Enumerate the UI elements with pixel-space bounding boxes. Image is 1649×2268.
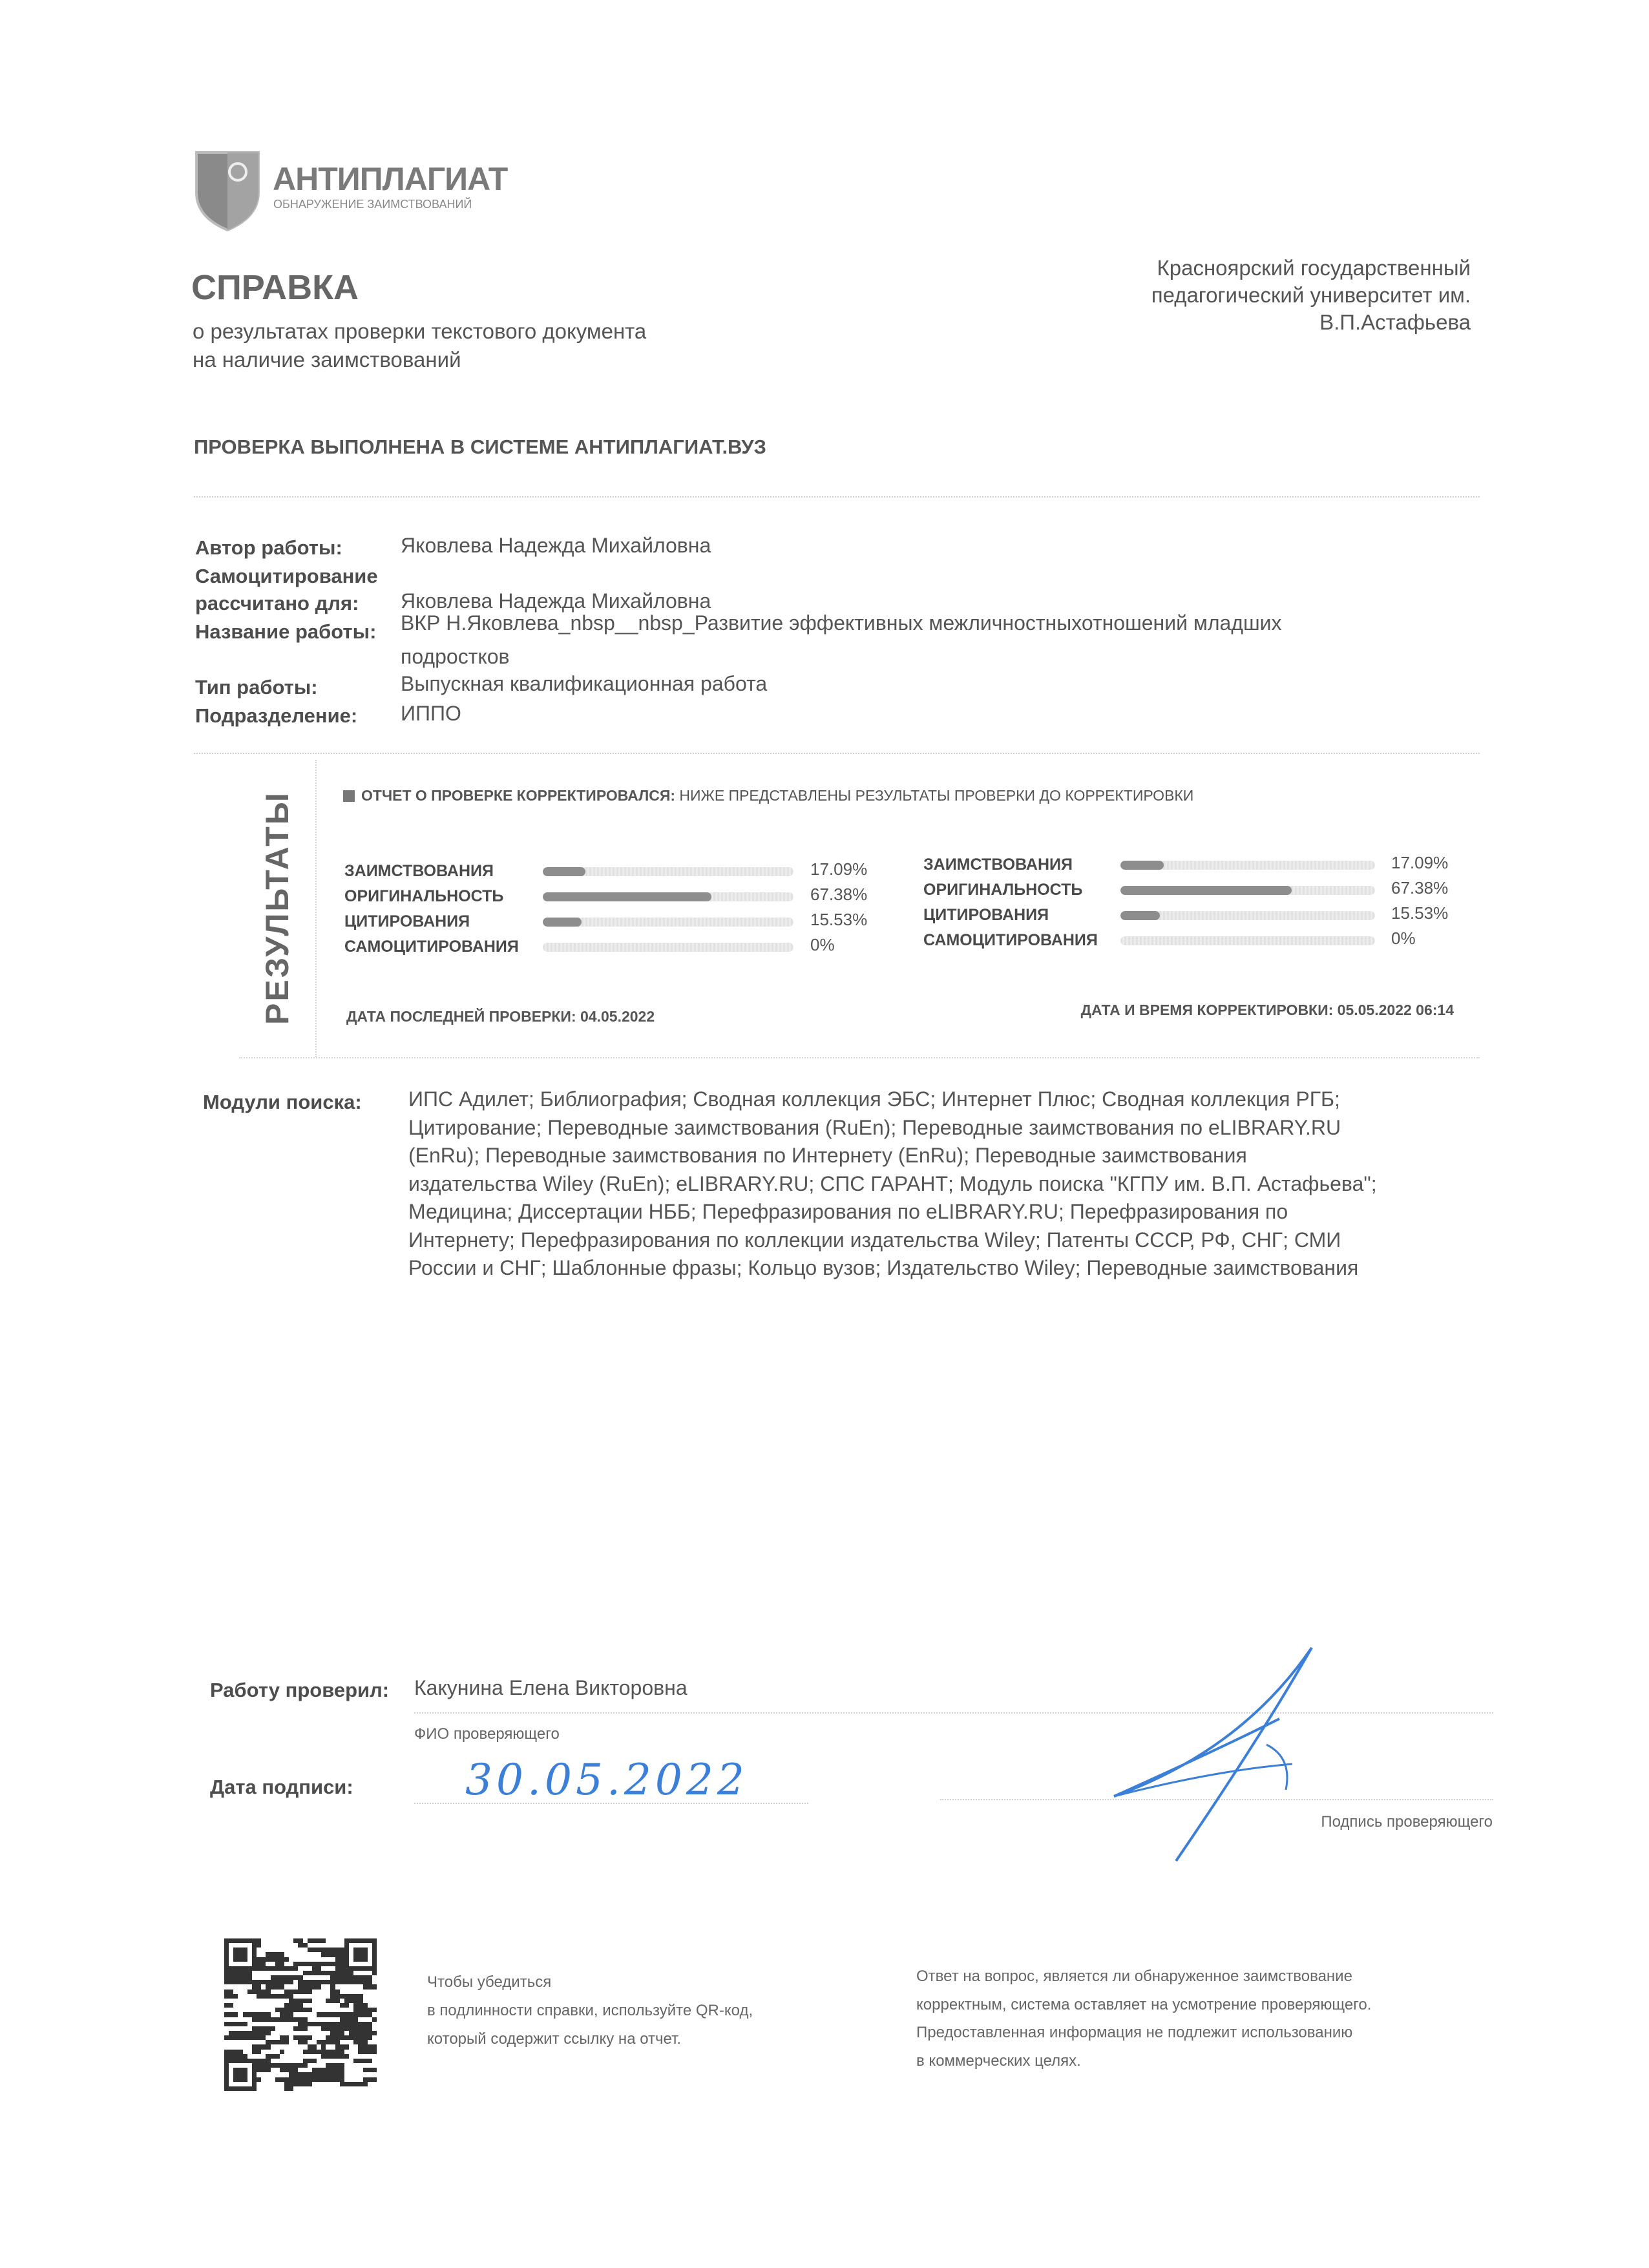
division-value: ИППО: [401, 702, 461, 725]
work-title-line-1: ВКР Н.Яковлева_nbsp__nbsp_Развитие эффективных межличностныхотношений младших: [401, 611, 1282, 635]
division-label: Подразделение:: [195, 704, 358, 727]
modules-list: [408, 1086, 1377, 1283]
metric-bar-fill: [543, 918, 582, 927]
organization: [1151, 255, 1471, 336]
date-line: [414, 1803, 808, 1804]
checked-by-label: Работу проверил:: [210, 1679, 390, 1701]
work-type-value: Выпускная квалификационная работа: [401, 672, 768, 695]
last-check-date: ДАТА ПОСЛЕДНЕЙ ПРОВЕРКИ: 04.05.2022: [346, 1008, 655, 1025]
disclaimer-line-1: Ответ на вопрос, является ли обнаруженное заимствование: [916, 1968, 1352, 1985]
metric-bar: [543, 867, 793, 876]
correction-datetime: ДАТА И ВРЕМЯ КОРРЕКТИРОВКИ: 05.05.2022 06:14: [1080, 1002, 1454, 1018]
divider: [194, 496, 1480, 498]
logo-brand: АНТИПЛАГИАТ: [273, 161, 508, 197]
metric-bar: [1120, 861, 1375, 870]
organization-line-3: В.П.Астафьева: [1319, 310, 1471, 334]
metric-value: 15.53%: [1391, 903, 1449, 923]
date-label: Дата подписи:: [210, 1776, 353, 1798]
qr-code[interactable]: [224, 1938, 377, 2091]
checked-by-value: Какунина Елена Викторовна: [414, 1676, 688, 1699]
modules-line: Интернету; Перефразирования по коллекции издательства Wiley; Патенты СССР, РФ, СНГ; СМИ: [408, 1228, 1341, 1252]
logo-tagline: ОБНАРУЖЕНИЕ ЗАИМСТВОВАНИЙ: [273, 198, 472, 211]
qr-instructions: [427, 1968, 753, 2053]
qr-text-line-2: в подлинности справки, используйте QR-код,: [427, 2002, 753, 2019]
results-side-label: РЕЗУЛЬТАТЫ: [259, 791, 295, 1025]
metric-bar-fill: [543, 867, 585, 876]
metric-value: 0%: [1391, 929, 1416, 948]
notice-square-icon: [343, 790, 355, 802]
disclaimer-line-4: в коммерческих целях.: [916, 2052, 1081, 2070]
modules-line: ИПС Адилет; Библиография; Сводная коллекция ЭБС; Интернет Плюс; Сводная коллекция РГБ;: [408, 1087, 1340, 1111]
signature-date-handwritten: 30.05.2022: [465, 1755, 748, 1805]
metric-bar-fill: [543, 892, 711, 901]
correction-notice: [343, 787, 1193, 804]
signature-caption: Подпись проверяющего: [1321, 1813, 1493, 1831]
metric-bar-fill: [1120, 861, 1164, 870]
author-value: Яковлева Надежда Михайловна: [401, 534, 711, 557]
metric-label: ЗАИМСТВОВАНИЯ: [344, 862, 494, 880]
metric-label: САМОЦИТИРОВАНИЯ: [923, 931, 1098, 949]
handwritten-signature: [1098, 1641, 1357, 1867]
selfcite-value: Яковлева Надежда Михайловна: [401, 589, 711, 613]
notice-bold: ОТЧЕТ О ПРОВЕРКЕ КОРРЕКТИРОВАЛСЯ:: [361, 787, 676, 804]
metric-label: ЦИТИРОВАНИЯ: [344, 912, 470, 930]
modules-line: России и СНГ; Шаблонные фразы; Кольцо вузов; Издательство Wiley; Переводные заимствования: [408, 1256, 1359, 1279]
subtitle-line-2: на наличие заимствований: [193, 348, 461, 372]
metric-value: 67.38%: [810, 885, 868, 904]
system-heading: ПРОВЕРКА ВЫПОЛНЕНА В СИСТЕМЕ АНТИПЛАГИАТ.ВУЗ: [194, 436, 766, 458]
selfcite-label-2: рассчитано для:: [195, 592, 359, 614]
disclaimer-line-2: корректным, система оставляет на усмотрение проверяющего.: [916, 1995, 1372, 2013]
metric-label: ЦИТИРОВАНИЯ: [923, 906, 1049, 924]
selfcite-label-1: Самоцитирование: [195, 565, 378, 587]
metric-bar: [543, 918, 793, 927]
metric-label: ОРИГИНАЛЬНОСТЬ: [923, 881, 1083, 899]
metric-bar-fill: [1120, 911, 1160, 920]
modules-line: Цитирование; Переводные заимствования (RuEn); Переводные заимствования по eLIBRARY.RU: [408, 1115, 1341, 1139]
disclaimer: [916, 1962, 1371, 2075]
metric-value: 17.09%: [1391, 853, 1449, 872]
metric-bar: [1120, 911, 1375, 920]
organization-line-2: педагогический университет им.: [1151, 283, 1471, 307]
metric-label: ЗАИМСТВОВАНИЯ: [923, 856, 1073, 874]
metric-value: 0%: [810, 935, 835, 954]
results-side-divider: [315, 760, 317, 1057]
name-caption: ФИО проверяющего: [414, 1725, 560, 1743]
subtitle-line-1: о результатах проверки текстового документа: [193, 319, 647, 343]
metric-bar: [543, 892, 793, 901]
qr-text-line-1: Чтобы убедиться: [427, 1973, 552, 1991]
modules-label: Модули поиска:: [203, 1091, 362, 1113]
metric-label: САМОЦИТИРОВАНИЯ: [344, 938, 519, 956]
work-type-label: Тип работы:: [195, 676, 318, 698]
metric-value: 17.09%: [810, 859, 868, 879]
work-title-line-2: подростков: [401, 645, 510, 668]
notice-rest: НИЖЕ ПРЕДСТАВЛЕНЫ РЕЗУЛЬТАТЫ ПРОВЕРКИ ДО КОРРЕКТИРОВКИ: [675, 787, 1194, 804]
disclaimer-line-3: Предоставленная информация не подлежит использованию: [916, 2024, 1353, 2041]
qr-text-line-3: который содержит ссылку на отчет.: [427, 2030, 682, 2048]
metric-bar: [1120, 936, 1375, 945]
shield-icon: [193, 147, 262, 231]
metric-value: 15.53%: [810, 910, 868, 929]
page-title: СПРАВКА: [191, 268, 359, 307]
metric-label: ОРИГИНАЛЬНОСТЬ: [344, 887, 504, 905]
metric-bar: [543, 943, 793, 952]
metric-value: 67.38%: [1391, 878, 1449, 898]
divider: [194, 753, 1480, 754]
author-label: Автор работы:: [195, 536, 342, 559]
metric-bar: [1120, 886, 1375, 895]
organization-line-1: Красноярский государственный: [1157, 256, 1471, 280]
modules-line: издательства Wiley (RuEn); eLIBRARY.RU; СПС ГАРАНТ; Модуль поиска "КГПУ им. В.П. Астафьева";: [408, 1171, 1377, 1195]
modules-line: (EnRu); Переводные заимствования по Интернету (EnRu); Переводные заимствования: [408, 1144, 1247, 1167]
modules-line: Медицина; Диссертации НББ; Перефразирования по eLIBRARY.RU; Перефразирования по: [408, 1200, 1288, 1223]
work-title-label: Название работы:: [195, 620, 377, 643]
metric-bar-fill: [1120, 886, 1292, 895]
